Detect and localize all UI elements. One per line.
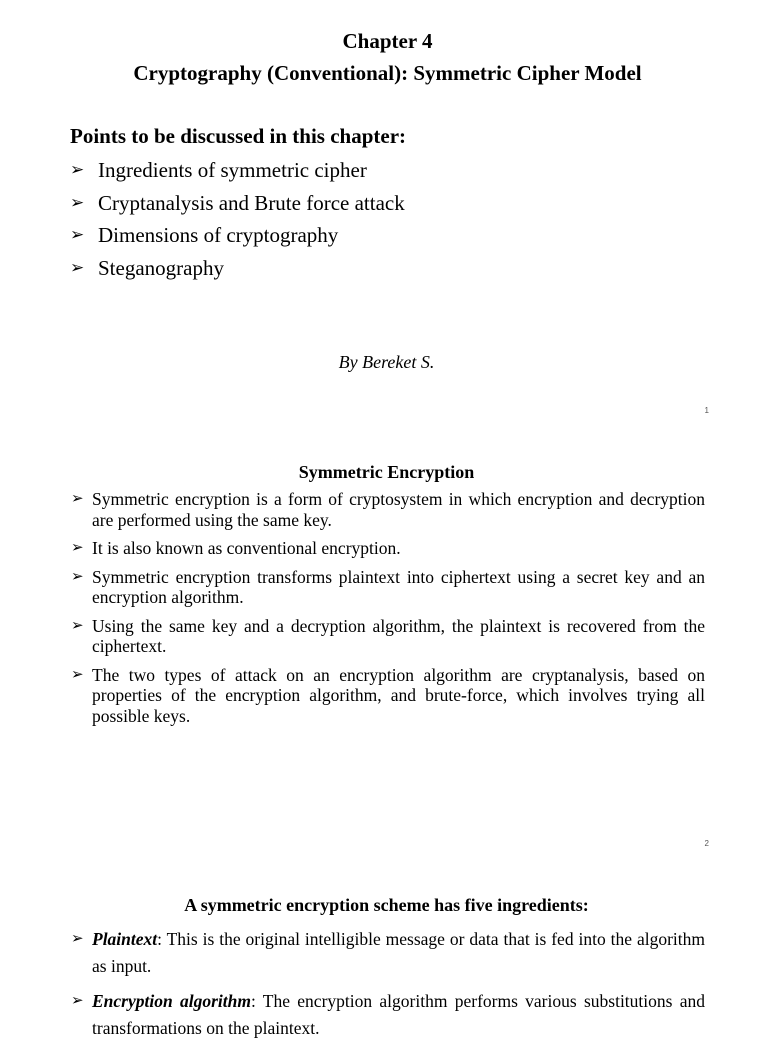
point-text: Ingredients of symmetric cipher [98, 158, 367, 182]
arrow-bullet-icon: ➢ [70, 160, 85, 179]
list-item [70, 538, 705, 559]
arrow-bullet-icon: ➢ [70, 192, 85, 212]
list-item [70, 616, 705, 657]
list-item [70, 926, 705, 980]
list-item [70, 988, 705, 1042]
page-number: 2 [704, 839, 709, 848]
list-item [70, 222, 405, 255]
bullet-list [70, 489, 705, 734]
chapter-number: Chapter 4 [342, 29, 433, 53]
arrow-bullet-icon: ➢ [71, 568, 84, 585]
ingredient-description: : The encryption algorithm performs various substitutions and transformations on the plaintext. [92, 991, 705, 1038]
arrow-bullet-icon: ➢ [71, 540, 84, 556]
ingredient-description: : This is the original intelligible message or data that is fed into the algorithm as input. [92, 929, 705, 976]
bullet-text: Symmetric encryption is a form of cryptosystem in which encryption and decryption are performed using the same key. [92, 489, 705, 530]
ingredient-term: Encryption algorithm [92, 991, 251, 1011]
slide-2 [0, 433, 768, 863]
point-text: Cryptanalysis and Brute force attack [98, 190, 405, 215]
arrow-bullet-icon: ➢ [70, 225, 85, 244]
list-item [70, 157, 405, 190]
ingredient-term: Plaintext [92, 929, 158, 949]
points-heading: Points to be discussed in this chapter: [70, 124, 407, 148]
point-text: Steganography [98, 255, 224, 280]
ingredient-list [70, 926, 705, 1050]
list-item [70, 190, 405, 223]
points-list [70, 157, 405, 287]
bullet-text: It is also known as conventional encryption. [92, 538, 401, 558]
arrow-bullet-icon: ➢ [71, 617, 84, 634]
bullet-text: Using the same key and a decryption algorithm, the plaintext is recovered from the ciphertext. [92, 615, 705, 656]
list-item [70, 255, 405, 288]
chapter-title: Cryptography (Conventional): Symmetric Cipher Model [133, 61, 642, 85]
arrow-bullet-icon: ➢ [71, 491, 84, 507]
arrow-bullet-icon: ➢ [71, 931, 84, 947]
author-credit: By Bereket S. [338, 352, 435, 372]
slide-1 [0, 0, 768, 430]
point-text: Dimensions of cryptography [98, 223, 339, 247]
arrow-bullet-icon: ➢ [70, 257, 85, 277]
slide-3 [0, 866, 768, 1038]
bullet-text: The two types of attack on an encryption algorithm are cryptanalysis, based on properties of the encryption algorithm, and brute-force, which involves trying all possible keys. [92, 664, 705, 726]
bullet-text: Symmetric encryption transforms plaintext into ciphertext using a secret key and an encryption algorithm. [92, 566, 705, 607]
slide-title: Symmetric Encryption [298, 462, 475, 482]
arrow-bullet-icon: ➢ [71, 993, 84, 1009]
list-item [70, 567, 705, 608]
list-item [70, 665, 705, 727]
slide-title: A symmetric encryption scheme has five ingredients: [184, 895, 589, 915]
list-item [70, 489, 705, 530]
page-number: 1 [704, 406, 709, 415]
arrow-bullet-icon: ➢ [71, 666, 84, 683]
